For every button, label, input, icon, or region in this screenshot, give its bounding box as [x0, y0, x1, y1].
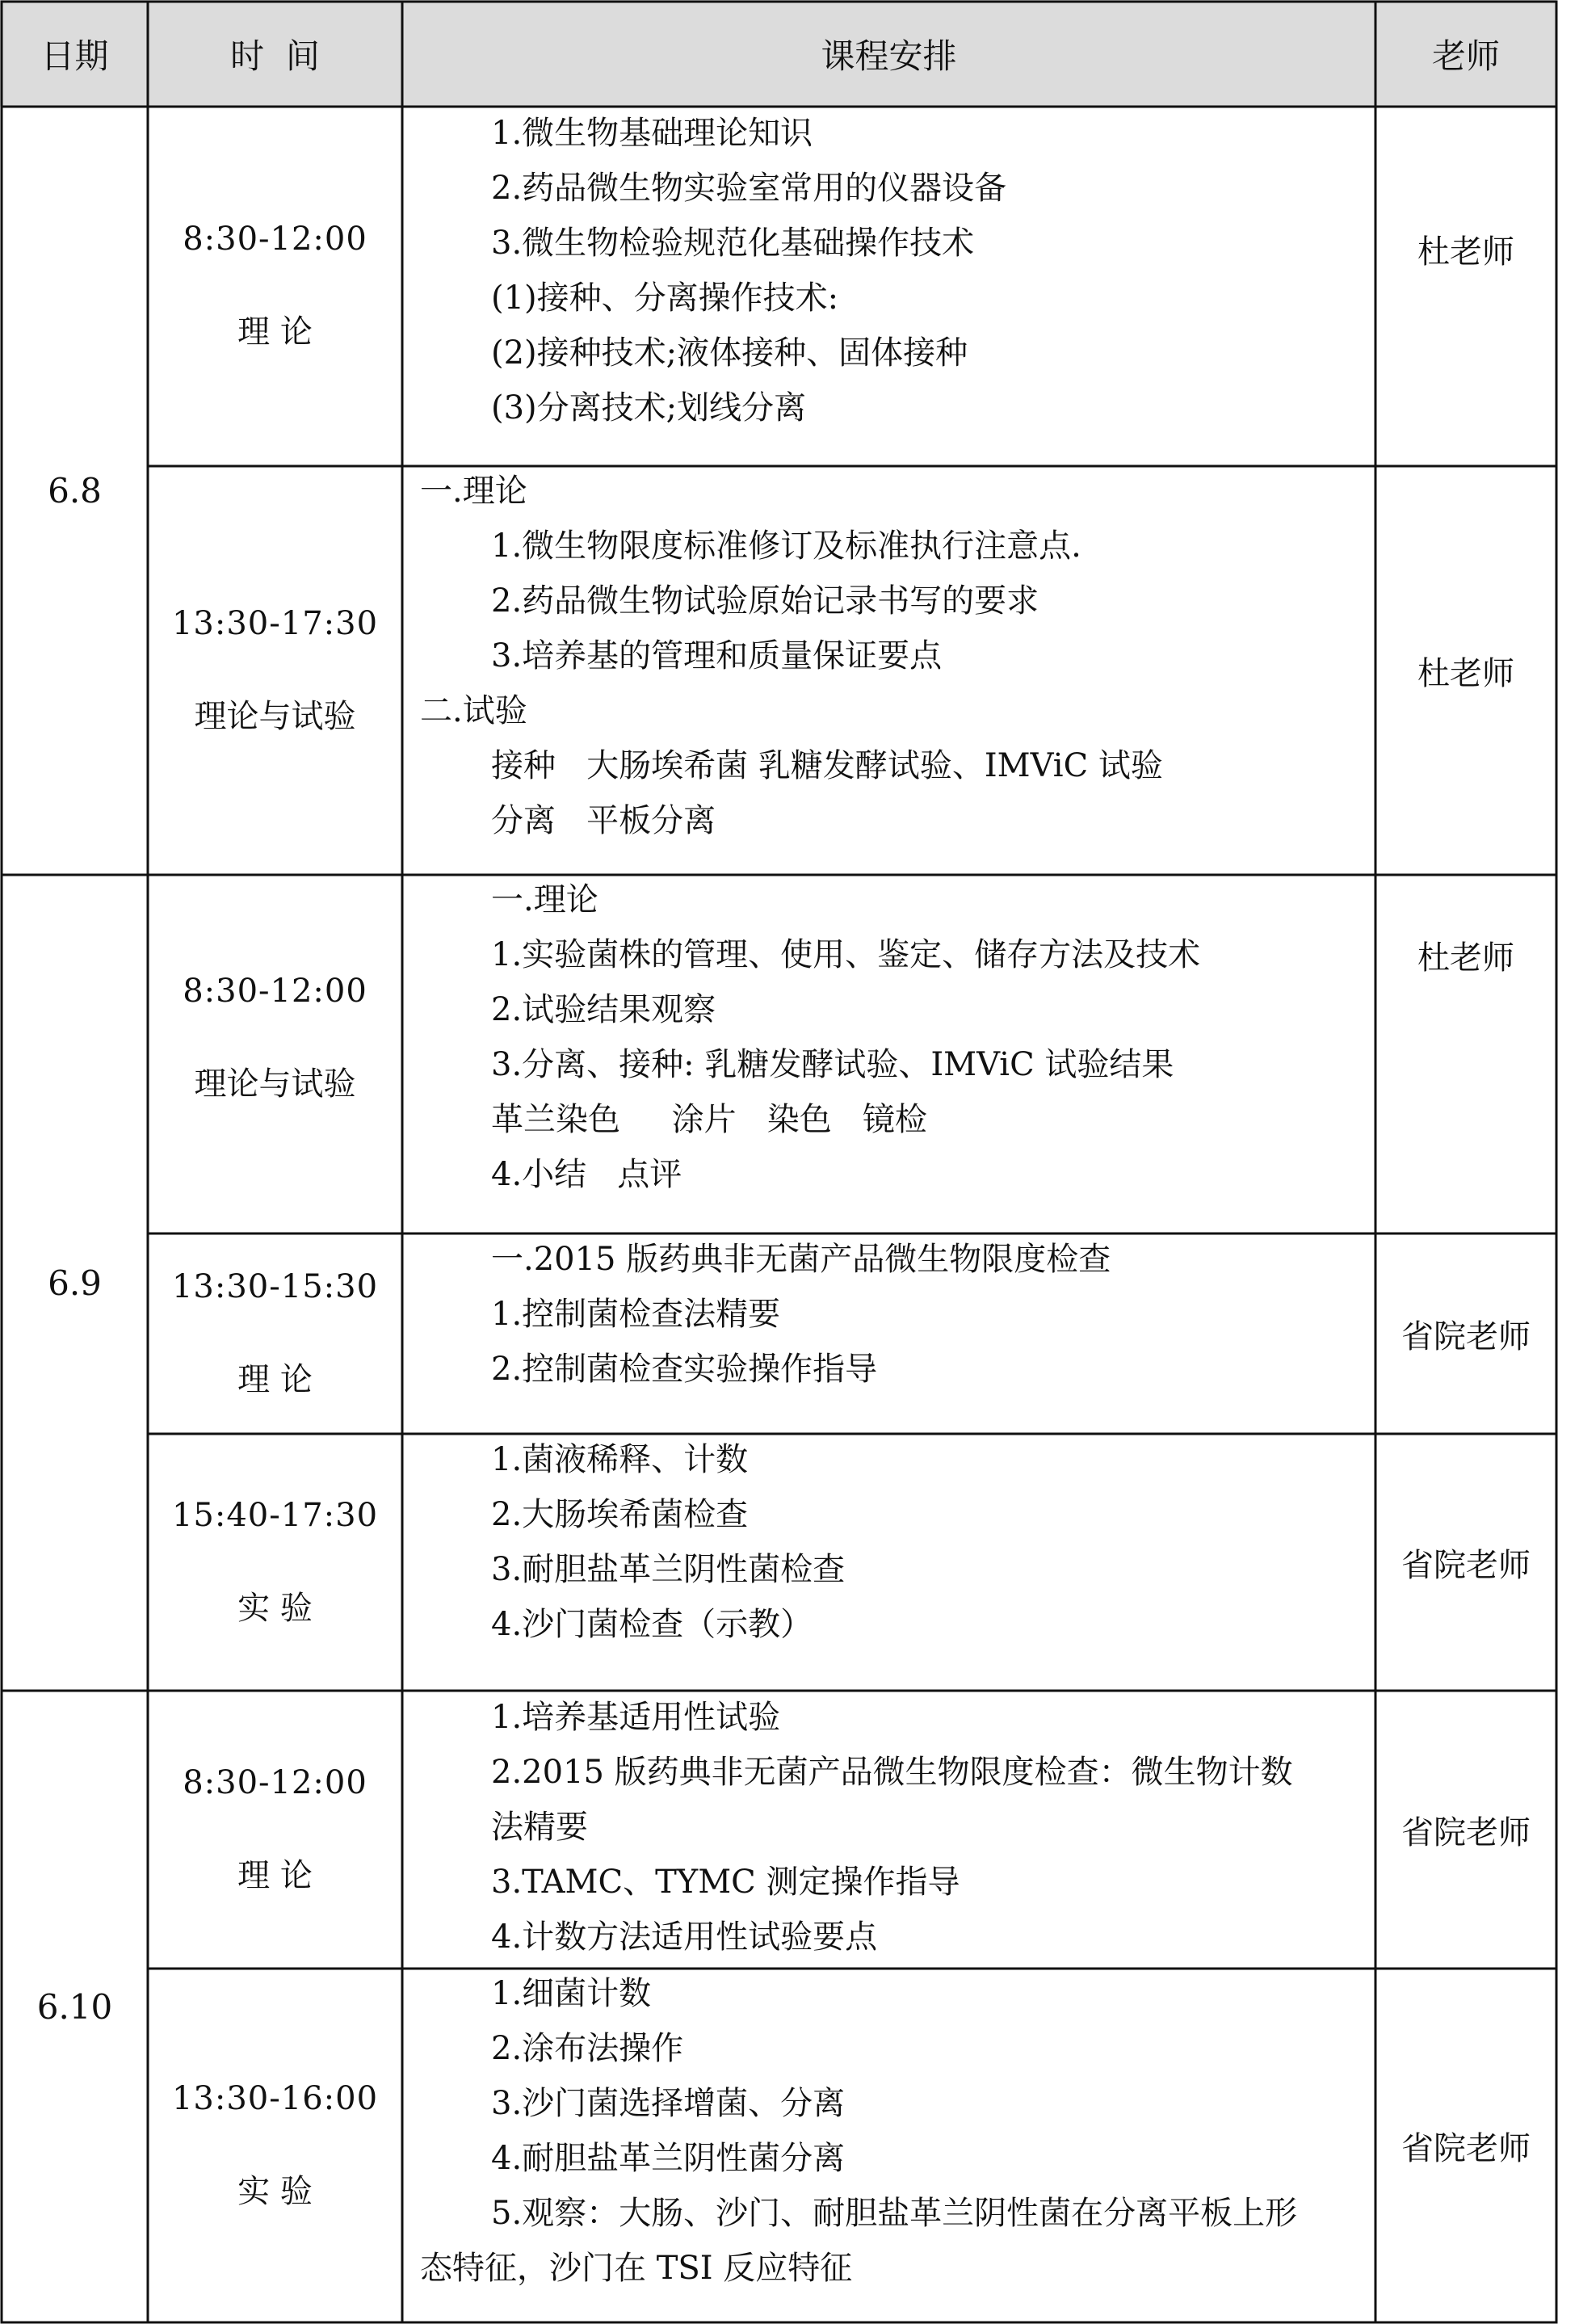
time-range: 8:30-12:00 [183, 1763, 367, 1801]
schedule-line: 2.试验结果观察 [491, 991, 716, 1028]
schedule-line: 2.药品微生物试验原始记录书写的要求 [491, 582, 1039, 620]
schedule-line: 态特征，沙门在 TSI 反应特征 [420, 2250, 853, 2287]
time-range: 13:30-17:30 [171, 604, 379, 642]
schedule-line: 1.微生物限度标准修订及标准执行注意点. [491, 527, 1081, 565]
time-range: 15:40-17:30 [171, 1496, 379, 1534]
teacher-cell: 省院老师 [1401, 1317, 1531, 1355]
schedule-line: 3.耐胆盐革兰阴性菌检查 [491, 1551, 846, 1588]
schedule-line: 5.观察：大肠、沙门、耐胆盐革兰阴性菌在分离平板上形 [491, 2195, 1298, 2232]
session-type: 理 论 [237, 313, 313, 351]
schedule-line: 4.沙门菌检查（示教） [491, 1606, 813, 1643]
session-time [148, 466, 402, 875]
session-time [148, 1969, 402, 2322]
schedule-line: 1.微生物基础理论知识 [491, 115, 813, 152]
schedule-line: 3.微生物检验规范化基础操作技术 [491, 225, 975, 262]
schedule-line: (1)接种、分离操作技术: [491, 279, 839, 317]
schedule-line: 革兰染色 涂片 染色 镜检 [491, 1101, 927, 1138]
schedule-line: 1.培养基适用性试验 [491, 1699, 781, 1736]
schedule-line: 3.培养基的管理和质量保证要点 [491, 637, 943, 675]
time-range: 13:30-15:30 [171, 1267, 379, 1305]
schedule-line: (2)接种技术;液体接种、固体接种 [491, 334, 968, 372]
session-type: 理 论 [237, 1856, 313, 1894]
session-type: 理论与试验 [194, 697, 356, 735]
session-type: 理 论 [237, 1360, 313, 1398]
date-cell: 6.9 [48, 1263, 102, 1303]
schedule-line: 一.理论 [420, 473, 527, 510]
date-cell: 6.8 [48, 471, 102, 511]
schedule-line: 法精要 [491, 1809, 588, 1846]
time-range: 8:30-12:00 [183, 972, 367, 1010]
session-time [148, 1434, 402, 1691]
schedule-line: 2.控制菌检查实验操作指导 [491, 1351, 878, 1388]
schedule-line: 2.涂布法操作 [491, 2030, 684, 2067]
schedule-line: 1.实验菌株的管理、使用、鉴定、储存方法及技术 [491, 936, 1201, 973]
schedule-line: 4.耐胆盐革兰阴性菌分离 [491, 2140, 846, 2177]
header-teacher: 老师 [1431, 36, 1500, 76]
schedule-line: 一.2015 版药典非无菌产品微生物限度检查 [491, 1241, 1111, 1278]
teacher-cell: 省院老师 [1401, 2129, 1531, 2167]
teacher-cell: 杜老师 [1417, 233, 1514, 271]
time-range: 13:30-16:00 [171, 2079, 379, 2117]
teacher-cell: 杜老师 [1417, 939, 1514, 977]
schedule-line: 3.分离、接种: 乳糖发酵试验、IMViC 试验结果 [491, 1046, 1174, 1083]
session-type: 理论与试验 [194, 1065, 356, 1103]
schedule-line: 1.控制菌检查法精要 [491, 1296, 781, 1333]
schedule-line: 1.菌液稀释、计数 [491, 1441, 749, 1478]
schedule-line: 分离 平板分离 [491, 802, 716, 839]
session-time [148, 875, 402, 1233]
session-time [148, 107, 402, 466]
header-time: 时 间 [230, 36, 320, 76]
session-time [148, 1233, 402, 1434]
schedule-line: 一.理论 [491, 881, 598, 918]
schedule-line: 3.沙门菌选择增菌、分离 [491, 2085, 846, 2122]
schedule-line: 二.试验 [420, 692, 527, 729]
date-cell: 6.10 [36, 1986, 113, 2027]
session-type: 实 验 [237, 2172, 313, 2210]
schedule-line: 3.TAMC、TYMC 测定操作指导 [491, 1864, 960, 1901]
schedule-line: 2.大肠埃希菌检查 [491, 1496, 749, 1533]
teacher-cell: 杜老师 [1417, 654, 1514, 692]
schedule-line: 2.2015 版药典非无菌产品微生物限度检查：微生物计数 [491, 1754, 1293, 1791]
schedule-line: 4.计数方法适用性试验要点 [491, 1918, 878, 1956]
session-time [148, 1691, 402, 1969]
time-range: 8:30-12:00 [183, 221, 367, 258]
header-date: 日期 [40, 36, 109, 76]
session-type: 实 验 [237, 1589, 313, 1627]
schedule-line: (3)分离技术;划线分离 [491, 389, 807, 427]
teacher-cell: 省院老师 [1401, 1546, 1531, 1584]
teacher-cell: 省院老师 [1401, 1813, 1531, 1851]
schedule-line: 1.细菌计数 [491, 1975, 652, 2012]
header-schedule: 课程安排 [821, 36, 957, 76]
schedule-line: 2.药品微生物实验室常用的仪器设备 [491, 170, 1007, 207]
schedule-line: 4.小结 点评 [491, 1156, 682, 1193]
schedule-line: 接种 大肠埃希菌 乳糖发酵试验、IMViC 试验 [491, 747, 1163, 784]
